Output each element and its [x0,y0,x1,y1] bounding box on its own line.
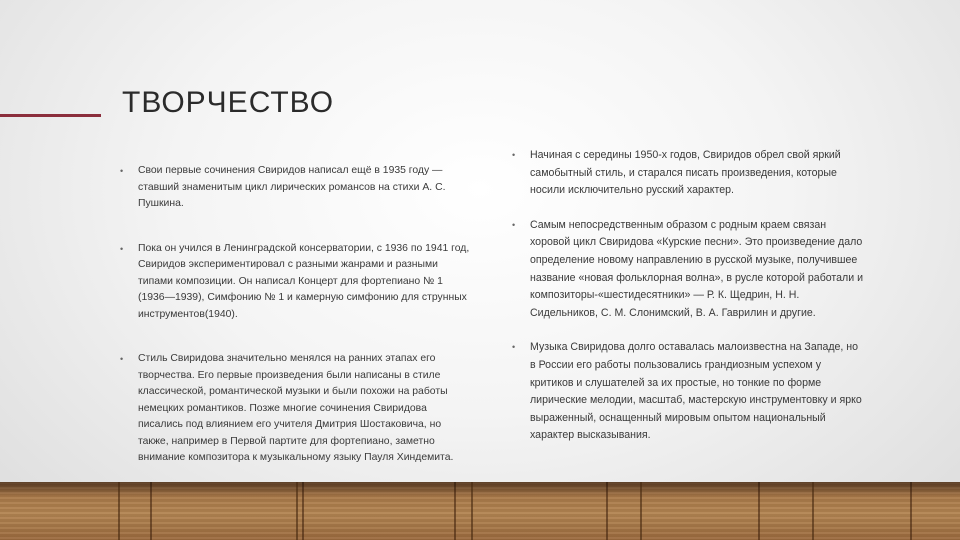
bullet-icon: • [512,342,516,353]
floor-plank-seam [812,482,814,540]
list-item [512,339,866,445]
list-item [512,147,866,200]
title-accent-bar [0,114,101,117]
list-item-text: Свои первые сочинения Свиридов написал ещё в 1935 году — ставший знаменитым цикл лирических романсов на стихи А. С. Пушкина. [138,165,446,209]
bullet-icon: • [120,166,124,176]
bullet-icon: • [120,243,124,254]
list-item-text: Начиная с середины 1950-х годов, Свиридов обрел свой яркий самобытный стиль, и старался писать произведения, которые носили исключительно русский характер. [530,149,841,197]
floor-plank-seam [296,482,298,540]
left-bullet-list [120,163,470,495]
list-item-text: Музыка Свиридова долго оставалась малоизвестна на Западе, но в России его работы пользовались грандиозным успехом у критиков и слушателей за их простые, но тонкие по форме лирические мелодии, масштаб, мастерскую инструментовку и ярко выраженный, оснащенный мировым опытом национальный характер высказывания. [530,341,862,442]
list-item [120,351,470,467]
floor-shadow [0,482,960,496]
list-item [512,217,866,323]
list-item-text: Пока он учился в Ленинградской консерватории, с 1936 по 1941 год, Свиридов экспериментировал с разными жанрами и разными типами композиции. Он написал Концерт для фортепиано № 1 (1936—1939), Симфонию № 1 и камерную симфонию для струнных инструментов(1940). [138,242,470,320]
bullet-icon: • [512,150,516,160]
floor-plank-seam [640,482,642,540]
bullet-icon: • [512,219,516,230]
slide-title: ТВОРЧЕСТВО [122,86,335,120]
list-item-text: Самым непосредственным образом с родным краем связан хоровой цикл Свиридова «Курские песни». Это произведение дало определение новому направлению в русской музыке, получившее название «новая фольклорная волна», в русле которой работали и композиторы-«шестидесятники» — Р. К. Щедрин, Н. Н. Сидельников, С. М. Слонимский, В. А. Гаврилин и другие. [530,218,864,319]
floor-plank-seam [118,482,120,540]
list-item [120,163,470,213]
list-item [120,241,470,324]
floor-plank-seam [471,482,473,540]
bullet-icon: • [120,354,124,364]
list-item-text: Стиль Свиридова значительно менялся на ранних этапах его творчества. Его первые произведения были написаны в стиле классической, романтической музыки и были похожи на работы немецких романтиков. Позже многие сочинения Свиридова писались под влиянием его учителя Дмитрия Шостаковича, но также, например в Первой партите для фортепиано, заметно внимание композитора к музыкальному языку Пауля Хиндемита. [138,353,454,463]
right-bullet-list [512,147,866,462]
